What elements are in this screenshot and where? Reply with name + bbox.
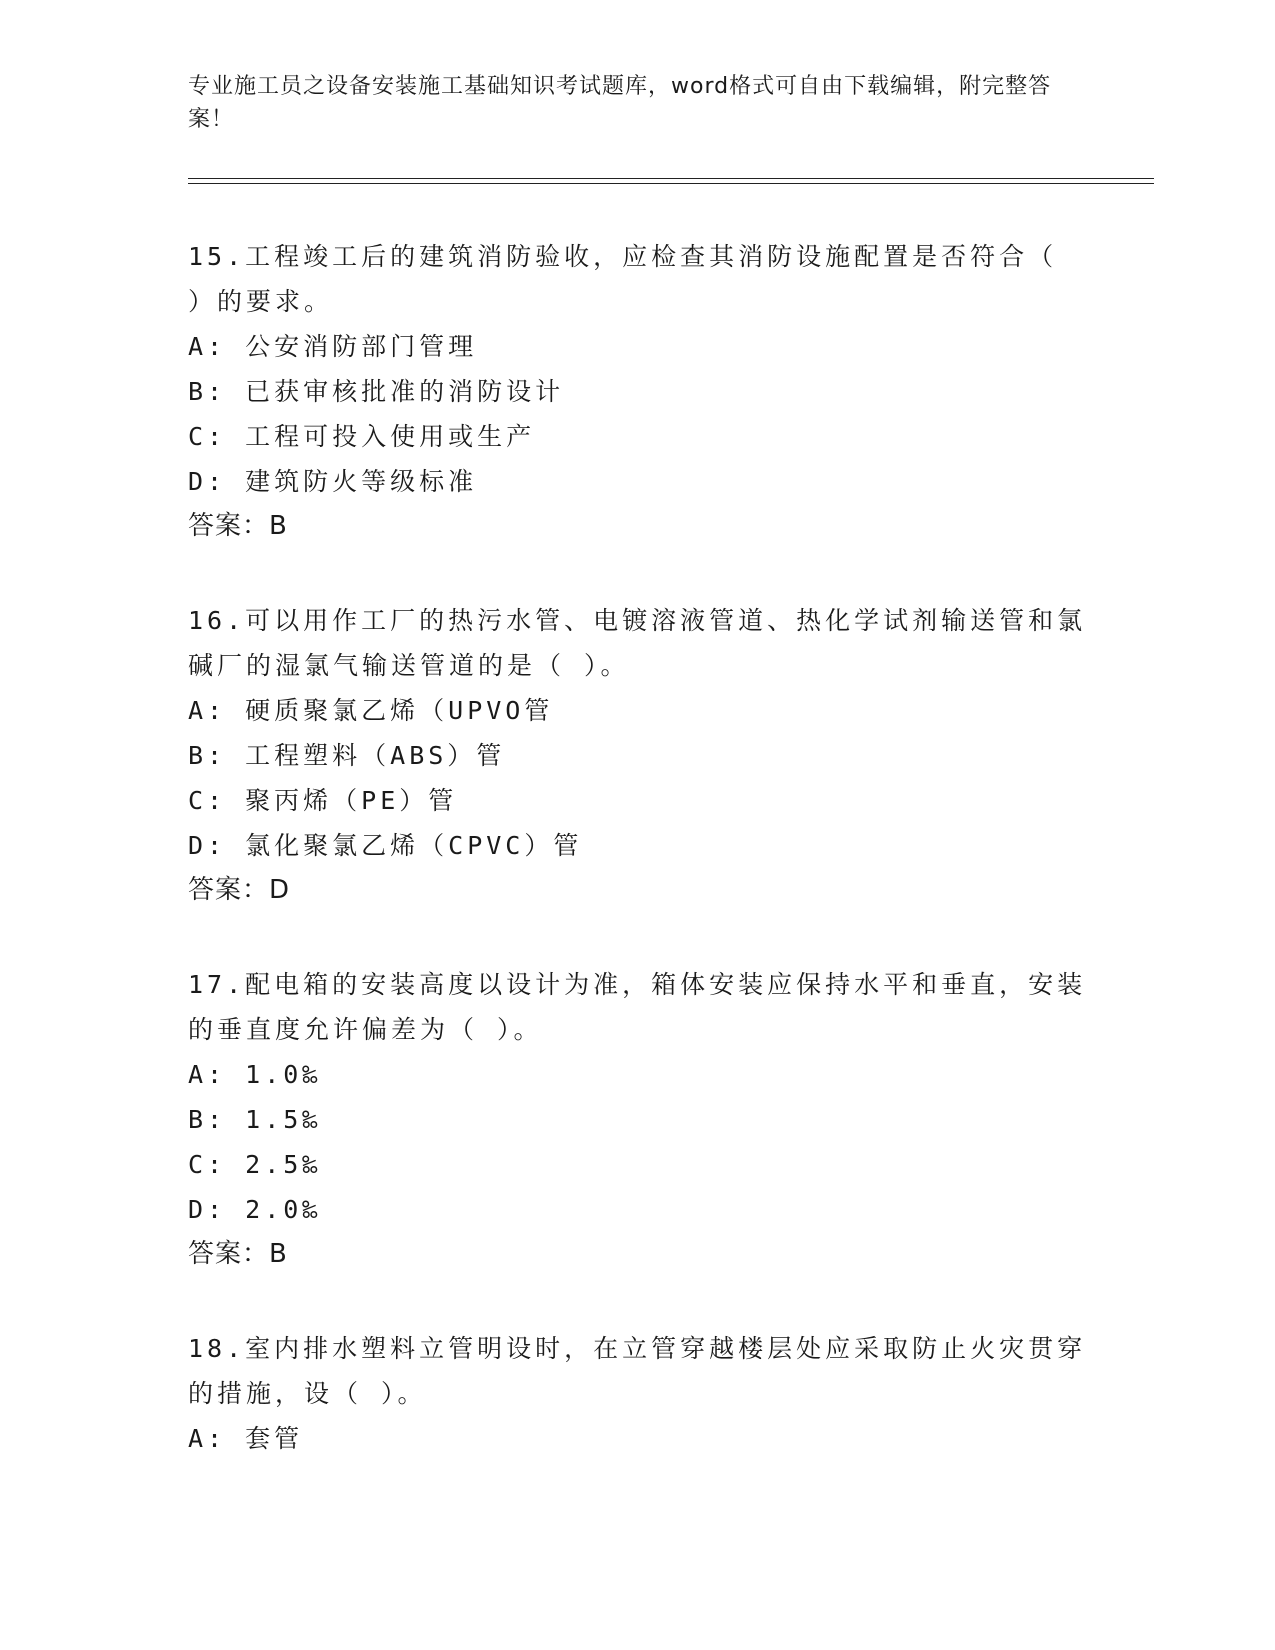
question-15 xyxy=(188,234,1088,549)
option-b: B: 工程塑料（ABS）管 xyxy=(188,741,506,770)
option-a: A: 套管 xyxy=(188,1424,304,1453)
option-a: A: 1.0‰ xyxy=(188,1060,322,1089)
option-c: C: 工程可投入使用或生产 xyxy=(188,422,536,451)
question-stem: 17.配电箱的安装高度以设计为准，箱体安装应保持水平和垂直，安装的垂直度允许偏差为（ ）。 xyxy=(188,970,1087,1044)
option-d: D: 氯化聚氯乙烯（CPVC）管 xyxy=(188,831,583,860)
option-b: B: 已获审核批准的消防设计 xyxy=(188,377,565,406)
question-18 xyxy=(188,1326,1088,1461)
header-divider-bottom xyxy=(188,183,1154,184)
answer: 答案：B xyxy=(188,511,288,541)
question-stem: 18.室内排水塑料立管明设时，在立管穿越楼层处应采取防止火灾贯穿的措施，设（ ）。 xyxy=(188,1334,1087,1408)
option-c: C: 2.5‰ xyxy=(188,1150,322,1179)
question-16 xyxy=(188,598,1088,913)
question-17 xyxy=(188,962,1088,1277)
answer: 答案：D xyxy=(188,875,291,905)
question-stem: 16.可以用作工厂的热污水管、电镀溶液管道、热化学试剂输送管和氯碱厂的湿氯气输送管道的是（ ）。 xyxy=(188,606,1087,680)
option-b: B: 1.5‰ xyxy=(188,1105,322,1134)
option-c: C: 聚丙烯（PE）管 xyxy=(188,786,458,815)
option-a: A: 硬质聚氯乙烯（UPVO管 xyxy=(188,696,554,725)
option-d: D: 2.0‰ xyxy=(188,1195,322,1224)
answer: 答案：B xyxy=(188,1239,288,1269)
header-divider-top xyxy=(188,178,1154,179)
question-stem: 15.工程竣工后的建筑消防验收，应检查其消防设施配置是否符合（ ）的要求。 xyxy=(188,242,1058,316)
document-header: 专业施工员之设备安装施工基础知识考试题库，word格式可自由下载编辑，附完整答案！ xyxy=(188,74,1052,132)
option-a: A: 公安消防部门管理 xyxy=(188,332,478,361)
option-d: D: 建筑防火等级标准 xyxy=(188,467,478,496)
